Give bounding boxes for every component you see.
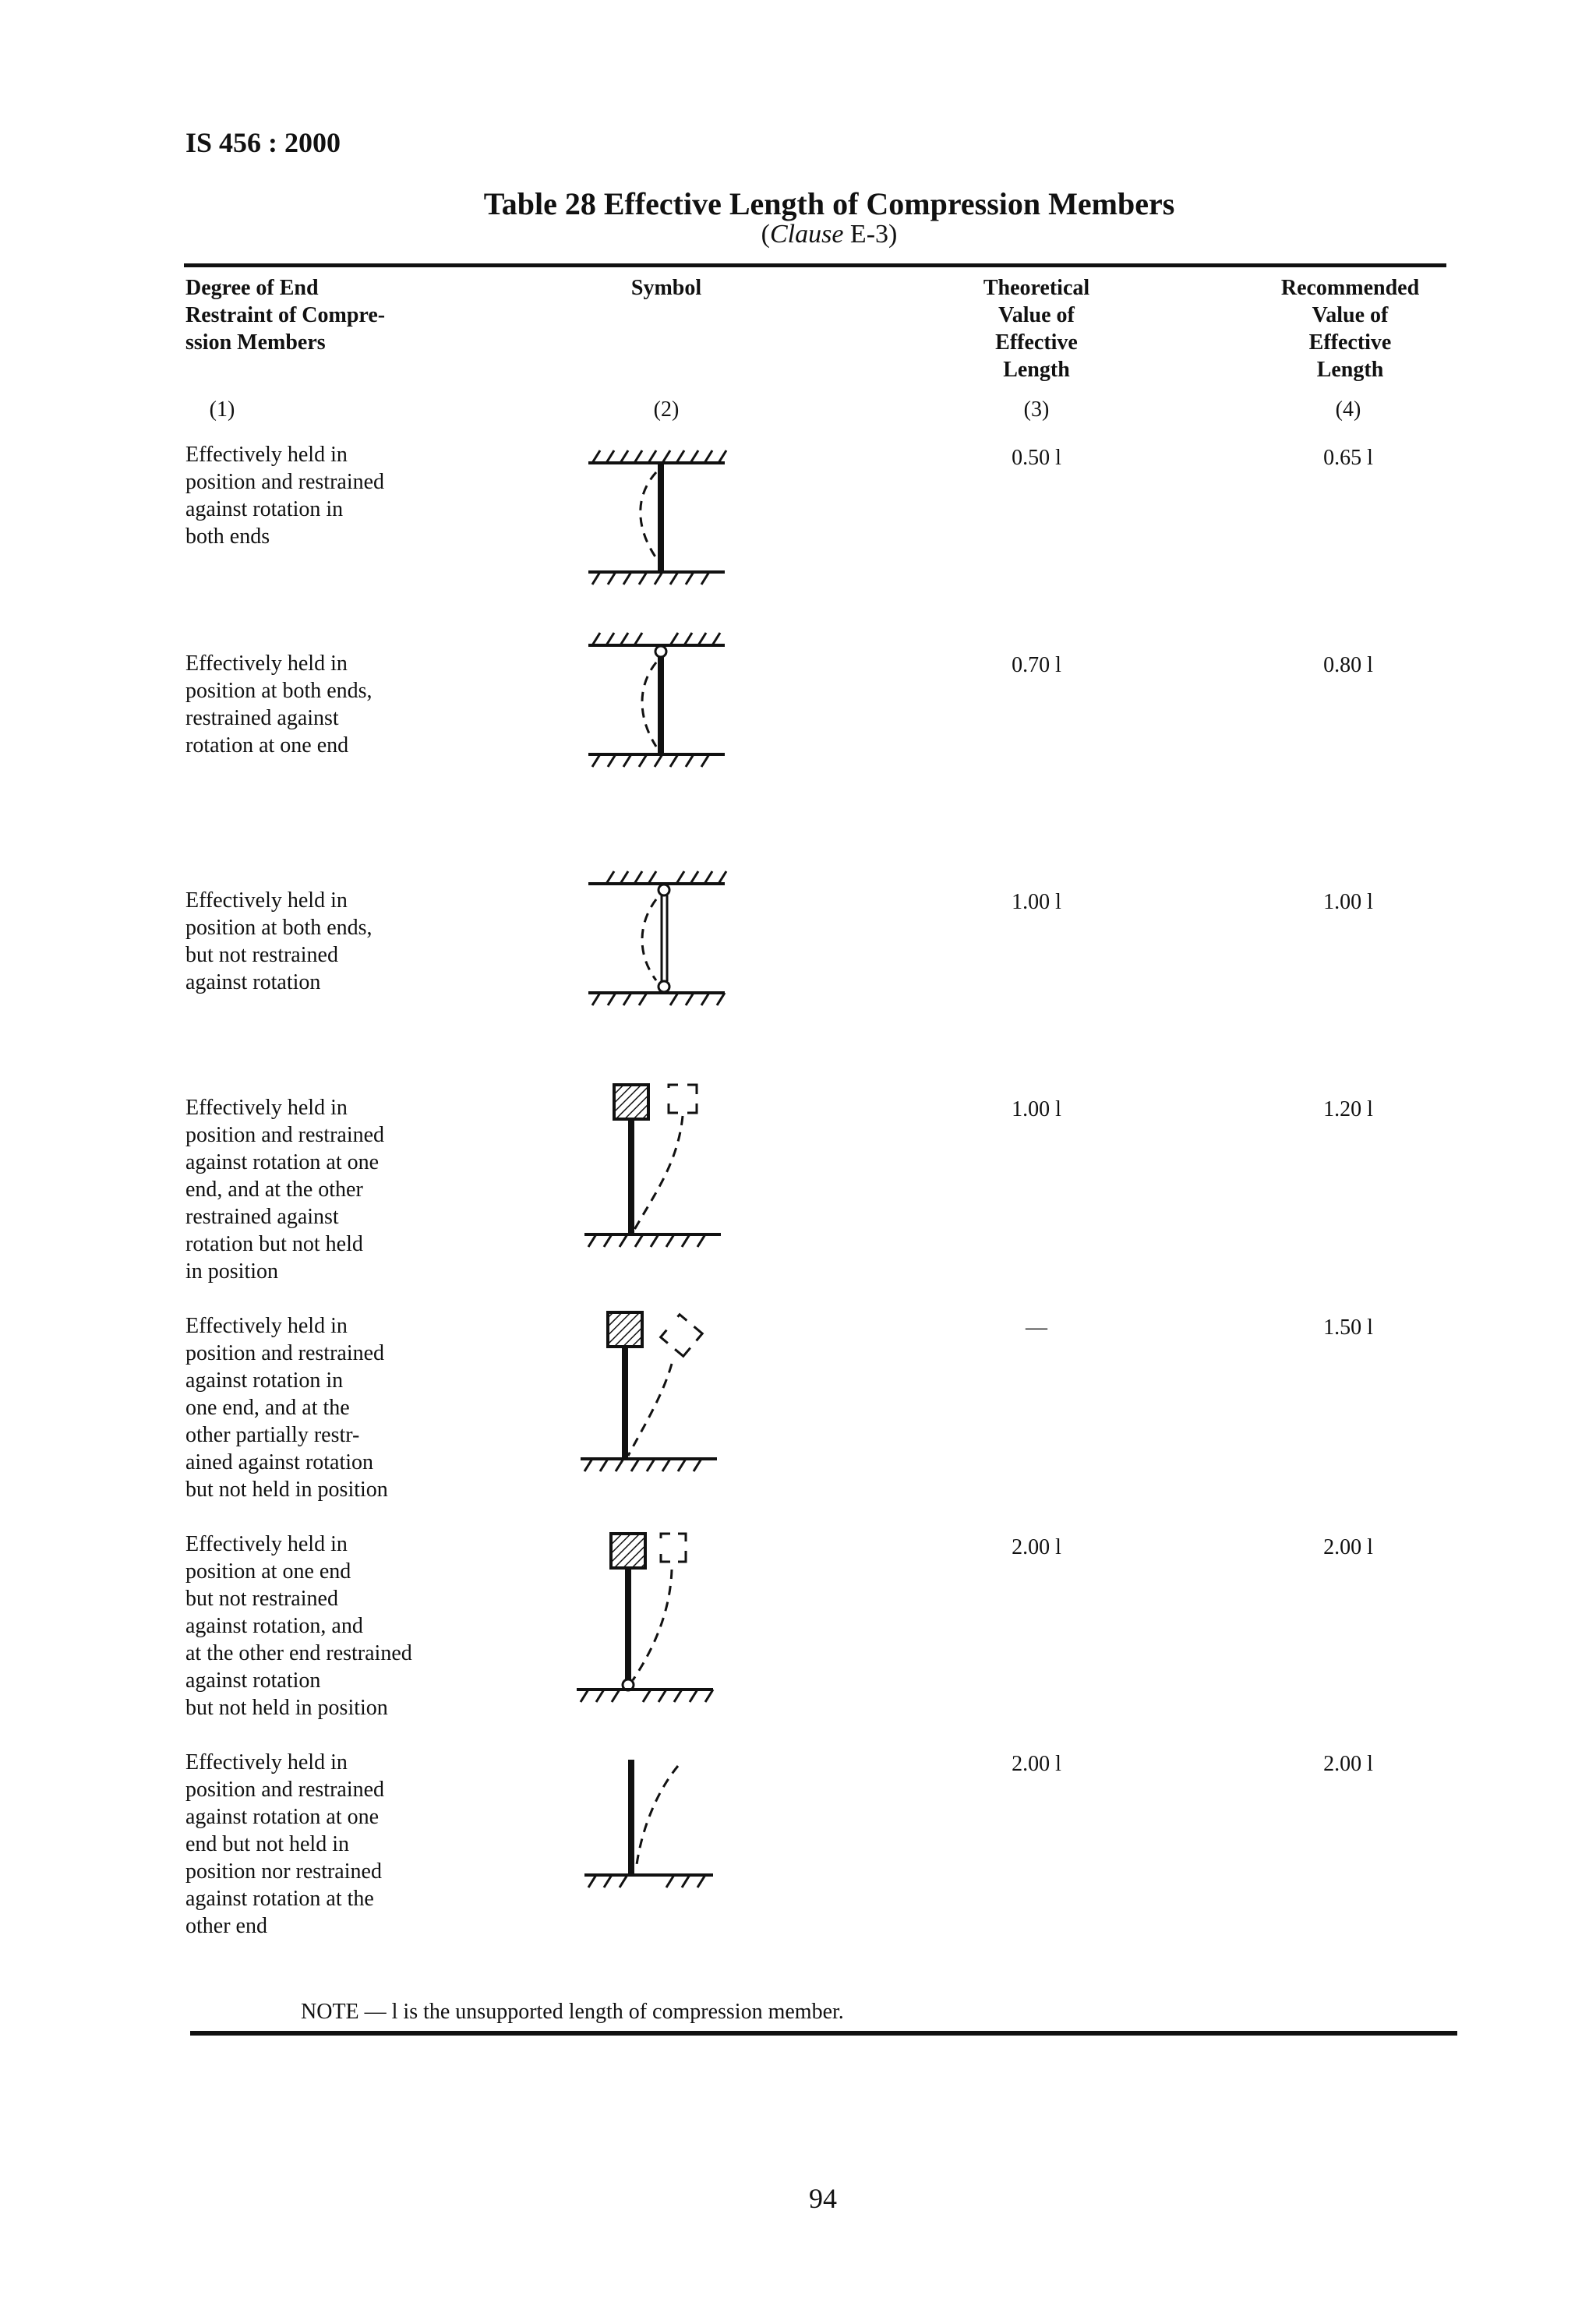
column-number-3: (3) [1023,397,1050,422]
pinned-pinned-column-icon [569,862,756,1018]
page-number: 94 [809,2183,837,2214]
row-3-recommended: 1.00 l [1323,890,1373,914]
table-subtitle: (Clause E-3) [761,220,898,249]
header-symbol: Symbol [630,276,702,300]
fixed-fixed-column-icon [569,441,756,597]
column-number-1: (1) [209,397,235,422]
fixed-pinned-column-icon [569,623,756,779]
column-number-2: (2) [653,397,680,422]
row-7-theoretical: 2.00 l [1012,1752,1061,1776]
row-1-theoretical: 0.50 l [1012,446,1061,470]
row-2-description: Effectively held in position at both ends, restrained against rotation at one end [185,652,373,757]
pinned-sway-column-icon [569,1524,756,1719]
header-theoretical-value: Theoretical Value of Effective Length [983,276,1090,382]
row-5-theoretical: — [1026,1315,1047,1340]
row-5-recommended: 1.50 l [1323,1315,1373,1340]
header-degree-of-restraint: Degree of End Restraint of Compre- ssion Members [185,276,386,355]
row-5-description: Effectively held in position and restrained against rotation in one end, and at the other partially restr- ained against rotation but not held in position [185,1314,388,1502]
row-4-recommended: 1.20 l [1323,1097,1373,1121]
row-3-theoretical: 1.00 l [1012,890,1061,914]
table-top-rule [184,263,1446,267]
cantilever-column-icon [569,1746,756,1902]
row-1-description: Effectively held in position and restrained against rotation in both ends [185,443,385,549]
fixed-partial-sway-column-icon [569,1303,756,1490]
header-recommended-value: Recommended Value of Effective Length [1280,276,1420,382]
table-bottom-rule [190,2031,1457,2036]
clause-ref: E-3 [849,220,889,249]
row-2-theoretical: 0.70 l [1012,653,1061,677]
row-6-theoretical: 2.00 l [1012,1535,1061,1559]
table-title: Table 28 Effective Length of Compression Members [483,186,1175,221]
row-6-recommended: 2.00 l [1323,1535,1373,1559]
row-6-description: Effectively held in position at one end but not restrained against rotation, and at the other end restrained against rotation but not held in position [185,1532,412,1720]
row-7-description: Effectively held in position and restrained against rotation at one end but not held in position nor restrained against rotation at the other end [185,1750,385,1938]
clause-word: Clause [769,220,844,249]
row-3-description: Effectively held in position at both ends, but not restrained against rotation [185,888,373,994]
row-7-recommended: 2.00 l [1323,1752,1373,1776]
fixed-sway-column-icon [569,1077,756,1264]
table-note: NOTE — l is the unsupported length of compression member. [301,2000,844,2024]
row-4-description: Effectively held in position and restrained against rotation at one end, and at the other restrained against rotation but not held in position [185,1096,385,1284]
row-2-recommended: 0.80 l [1323,653,1373,677]
row-4-theoretical: 1.00 l [1012,1097,1061,1121]
document-id: IS 456 : 2000 [185,127,341,158]
row-1-recommended: 0.65 l [1323,446,1373,470]
column-number-4: (4) [1335,397,1361,422]
